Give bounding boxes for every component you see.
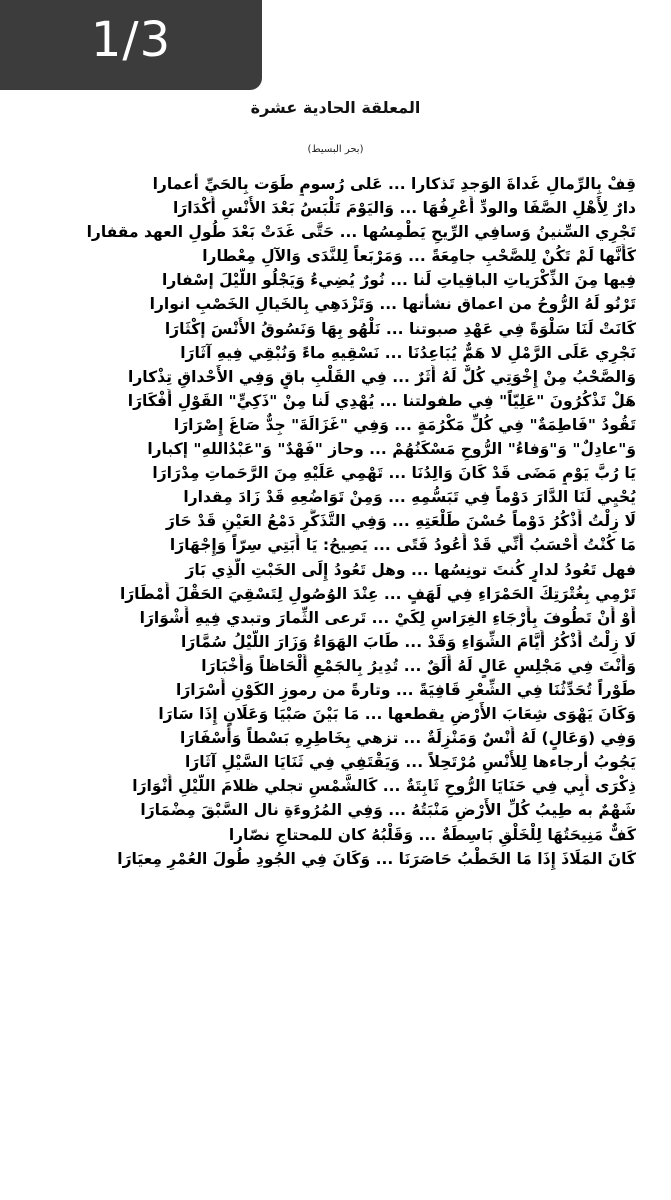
verse-line: تَرْنُو لَهُ الرُّوحُ من اعماق نشأتها ... وَتَزْدَهِي بِالخَيالِ الخَصْبِ انوارا (149, 295, 636, 314)
verse-line: وَكَانَ يَهْوَى شِعَابَ الأَرْضِ يقطعها ... مَا بَيْنَ صَبْيَا وَعَلَانٍ إِذَا سَارَا (158, 705, 636, 724)
verse-list (36, 172, 636, 871)
verse-line: فِيها مِنَ الذِّكْرَياتِ الباقِياتِ لَنا ... نُورٌ يُضِيءُ وَيَجْلُو اللَّيْلَ إسْفارا (162, 271, 636, 290)
verse-line: يَجُوبُ أرجاءها لِلأُنْسِ مُرْتَحِلاً ... وَيَقْتَفِي فِي ثَنَايَا السَّيْلِ آثَارَا (184, 753, 636, 772)
verse-line: طَوْراً تُحَدِّثُنَا فِي الشِّعْرِ قَافِيَةً ... وتارةً من رموزِ الكَوْنِ أَسْرَارَا (176, 680, 636, 699)
verse-line: لَا زِلْتُ أَذْكُرُ دَوْماً حُسْنَ طَلْعَتِهِ ... وَفِي التَّذَكُّرِ دَمْعُ العَيْنِ قَدْ حَارَ (165, 512, 636, 531)
document-title: المعلقة الحادية عشرة (250, 98, 421, 117)
verse-line: وَالصَّحْبُ مِنْ إِخْوَتِي كُلٌّ لَهُ أَثَرٌ ... فِي القَلْبِ باقٍ وَفِي الأَحْداقِ تِذْكارا (128, 367, 636, 386)
verse-line: شَهْمٌ به طِيبُ كُلِّ الأَرْضِ مَنْبَتُهُ ... وَفِي المُرُوءَةِ نال السَّبْقَ مِضْمَارَا (140, 801, 636, 820)
verse-line: تَقُودُ "فَاطِمَةٌ" فِي كُلِّ مَكْرُمَةٍ ... وَفِي "غَزَالَةَ" جِدٌّ صَاغَ إِصْرَارَا (173, 415, 636, 434)
poem-meter-label: (بحر البسيط) (307, 144, 364, 155)
viewer-top-bar (0, 0, 671, 90)
verse-line: كَفٌّ مَنِيحَتُهَا لِلْخَلْقِ بَاسِطَةٌ ... وَقَلْبُهُ كان للمحتاجِ نصّارا (228, 825, 636, 844)
verse-line: يَا رُبَّ يَوْمٍ مَضَى قَدْ كَانَ وَالِدُنَا ... تَهْمِي عَلَيْهِ مِنَ الرَّحَماتِ مِدْرَارَا (152, 464, 636, 483)
verse-line: كَأَنَّها لَمْ تَكُنْ لِلصَّحْبِ جامِعَةً ... وَمَرْبَعاً لِلنَّدَى وَالآلِ مِعْطارا (202, 247, 636, 266)
verse-line: أَوْ أَنْ تَطُوفَ بِأَرْجَاءِ الغِرَاسِ لِكَيْ ... تَرعى الثِّمارَ وتبدي فِيهِ أَشْوَارَا (139, 608, 636, 627)
verse-line: وَأَنْتَ فِي مَجْلِسٍ عَالٍ لَهُ أَلَقٌ ... تُدِيرُ بِالجَمْعِ أَلْحَاظاً وَأَخْبَارَا (201, 656, 636, 675)
verse-line: وَ"عادِلٌ" وَ"وَفاءُ" الرُّوحِ مَسْكَنُهُمْ ... وحاز "فَهْدٌ" وَ"عَبْدُاللهِ" إكبارا (147, 440, 636, 459)
verse-line: هَلْ تَذْكُرُونَ "عَلِيّاً" فِي طفولتنا ... يُهْدِي لَنا مِنْ "ذَكِيٍّ" القَوْلِ أَفْكَارَا (127, 391, 636, 410)
verse-line: تَرْمِي بِغُتْرَتِكَ الحَمْرَاءِ فِي لَهَفٍ ... عِنْدَ الوُصُولِ لِتَسْقِيَ الحَقْلَ أَمْطَارَا (119, 584, 636, 603)
verse-line: يُحْيِي لَنَا الدَّارَ دَوْماً فِي تَبَسُّمِهِ ... وَمِنْ تَوَاضُعِهِ قَدْ زَادَ مِقدارا (183, 488, 636, 507)
verse-line: تَجْرِي السِّنينُ وَسافِي الرِّيحِ يَطْمِسُها ... حَتَّى غَدَتْ بَعْدَ طُولِ العهد مقفارا (86, 223, 636, 242)
verse-line: دارٌ لِأَهْلِ الصَّفَا والودِّ أَعْرِفُهَا ... وَاليَوْمَ تَلْبَسُ بَعْدَ الأُنْسِ أَكْدَارَا (172, 199, 636, 218)
verse-line: كَانَ المَلَاذَ إِذَا مَا الخَطْبُ حَاصَرَنَا ... وَكَانَ فِي الجُودِ طُولَ العُمْرِ مِعيَارَا (117, 849, 636, 868)
verse-line: لَا زِلْتُ أَذْكُرُ أَيَّامَ الشِّوَاءِ وَقَدْ ... طَابَ الهَوَاءُ وَزَارَ اللَّيْلُ سُمَّارَا (181, 632, 636, 651)
verse-line: نَجْرِي عَلَى الرَّمْلِ لا هَمٌّ يُبَاعِدُنَا ... نَسْقِيهِ ماءً وَنُبْقِي فِيهِ آثَارَا (180, 343, 636, 362)
verse-line: كَانَتْ لَنَا سَلْوَةً فِي عَهْدِ صبوتنا ... نَلْهُو بِهَا وَنَسُوقُ الأُنْسَ إكْثَارَا (164, 319, 636, 338)
verse-line: وَفِي (وَعَالٍ) لَهُ أُنْسٌ وَمَنْزِلَةٌ ... تزهي بِخَاطِرِهِ بَسْطاً وَأَسْفَارَا (179, 729, 636, 748)
verse-line: مَا كُنْتُ أَحْسَبُ أَنِّي قَدْ أَعُودُ فَتًى ... يَصِيحُ: يَا أَبَتِي سِرّاً وَإِجْهَارَا (169, 536, 636, 555)
document-page (0, 92, 671, 1200)
verse-line: قِفْ بِالرِّمالِ غَداةَ الوَجدِ تَذكارا ... عَلى رُسومٍ طَوَت بِالحَيِّ أعمارا (152, 175, 636, 193)
page-counter-badge: 1/3 (0, 0, 262, 90)
verse-line: فهل تَعُودُ لدارٍ كُنتَ تونِسُها ... وهل تَعُودُ إِلَى الخَبْتِ الَّذِي بَارَ (185, 560, 636, 579)
verse-line: ذِكْرَى أَبِي فِي حَنَايَا الرُّوحِ ثَابِتَةٌ ... كَالشَّمْسِ تجلي ظلامَ اللَّيْلِ أَنْوَارَا (132, 777, 636, 796)
